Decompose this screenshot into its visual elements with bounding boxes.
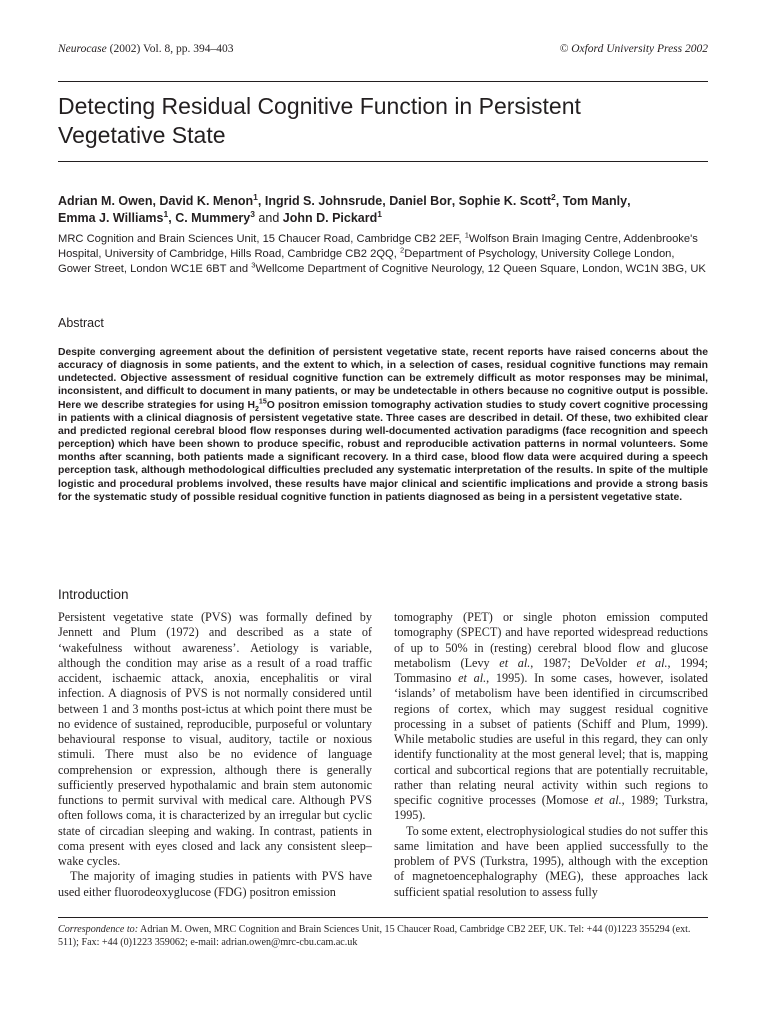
author-separator: , [627, 194, 631, 208]
title-rule [58, 161, 708, 162]
author-name: John D. Pickard [282, 211, 378, 225]
emphasis-text: et al. [499, 655, 531, 670]
journal-name: Neurocase [58, 43, 107, 55]
author-name: Sophie K. Scott [458, 194, 552, 208]
section-heading-introduction: Introduction [58, 587, 129, 602]
author-name: Emma J. Williams [58, 211, 164, 225]
author-affiliation-mark: 1 [377, 208, 382, 219]
affiliation-text: Wolfson Brain Imaging Centre, Addenbrooke's Hospital, University of Cambridge, Hills Road, Cambridge CB2 2QQ, [58, 233, 698, 260]
affiliation-text: MRC Cognition and Brain Sciences Unit, 15 Chaucer Road, Cambridge CB2 2EF, [58, 233, 465, 245]
footnote-label: Correspondence to: [58, 924, 139, 935]
paper-title [58, 92, 708, 150]
author-separator: and [254, 211, 283, 225]
abstract-text: O positron emission tomography activation studies to study covert cognitive processing in patients with a clinical diagnosis of persistent vegetative state. Three cases are described in detail. Of these, two exhibited clear and predicted regional cerebral blood flow responses during well-documented activation paradigms (face recognition and speech perception) which have been shown to produce specific, robust and reproducible activation patterns in normal volunteers. Some months after scanning, both patients made a significant recovery. In a third case, blood flow data were acquired during a speech perception task, although methodological difficulties precluded any systematic interpretation of the results. In spite of the multiple logistic and procedural problems involved, these results have major clinical and scientific implications and provide a strong basis for the systematic study of possible residual cognitive function in patients diagnosed as being in a persistent vegetative state. [58, 399, 708, 503]
author-affiliation-mark: 1 [253, 191, 258, 202]
author-name: C. Mummery [175, 211, 251, 225]
footnote-rule [58, 917, 708, 918]
author-name: Adrian M. Owen [58, 194, 153, 208]
emphasis-text: et al. [594, 793, 622, 807]
body-paragraph: To some extent, electrophysiological studies do not suffer this same limitation and have been applied successfully to the problem of PVS (Turkstra, 1995), although with the exception of magnetoencephalography (MEG), these approaches lack sufficient spatial resolution to assess fully [394, 823, 708, 899]
author-separator: , [168, 211, 176, 225]
running-head-citation [58, 43, 234, 55]
subscript: 2 [254, 405, 259, 413]
affiliation-mark: 1 [464, 230, 469, 240]
paper-title-line-2: Vegetative State [58, 122, 226, 148]
emphasis-text: et al. [458, 671, 487, 685]
author-name: David K. Menon [159, 194, 254, 208]
body-column-right [394, 610, 708, 900]
author-name: Tom Manly [562, 194, 628, 208]
body-text: , 1989; Turkstra, 1995). [394, 793, 709, 823]
affiliation-text: Department of Psychology, University College London, Gower Street, London WC1E 6BT and [58, 248, 675, 275]
body-paragraph: Persistent vegetative state (PVS) was formally defined by Jennett and Plum (1972) and described as a state of ‘wakefulness without awareness’. Aetiology is variable, although the condition may arise as a result of a road traffic accident, ischaemic attack, anoxia, encephalitis or viral infection. A diagnosis of PVS is not normally considered until between 1 and 3 months post-ictus at which point there must be no evidence of sustained, reproducible, purposeful or voluntary behavioural response to visual, auditory, tactile or noxious stimuli. There must also be no evidence of language comprehension or expression, although there is generally sufficiently preserved hypothalamic and brain stem autonomic functions to permit survival with medical care. Although PVS often follows coma, it is characterized by an irregular but cyclic state of circadian sleeping and waking. In contrast, patients in coma present with eyes closed and lack any consistent sleep–wake cycles. [58, 610, 372, 868]
body-column-left [58, 610, 372, 900]
author-name: Daniel Bor [389, 194, 452, 208]
paper-title-line-1: Detecting Residual Cognitive Function in Persistent [58, 93, 581, 119]
abstract-heading: Abstract [58, 316, 104, 330]
author-name: Ingrid S. Johnsrude [264, 194, 383, 208]
affiliation-text: Wellcome Department of Cognitive Neurology, 12 Queen Square, London, WC1N 3BG, UK [255, 263, 706, 275]
author-separator: , [152, 194, 160, 208]
header-rule [58, 81, 708, 82]
body-text: , 1987; DeVolder [530, 655, 637, 670]
correspondence-footnote [58, 923, 708, 949]
emphasis-text: et al. [636, 655, 668, 670]
author-separator: , [257, 194, 265, 208]
body-paragraph [394, 610, 708, 824]
author-affiliation-mark: 2 [551, 191, 556, 202]
footnote-text: Adrian M. Owen, MRC Cognition and Brain Sciences Unit, 15 Chaucer Road, Cambridge CB2 2EF, UK. Tel: +44 (0)1223 355294 (ext. 511); Fax: +44 (0)1223 359062; e-mail: adrian.owen@mrc-cbu.cam.ac.uk [58, 924, 691, 948]
citation-details: (2002) Vol. 8, pp. 394–403 [106, 43, 234, 55]
affiliation-mark: 3 [251, 260, 256, 270]
author-affiliation-mark: 3 [250, 208, 255, 219]
author-separator: , [555, 194, 563, 208]
author-separator: , [382, 194, 390, 208]
body-paragraph: The majority of imaging studies in patients with PVS have used either fluorodeoxyglucose (FDG) positron emission [58, 869, 372, 899]
abstract-text: Despite converging agreement about the definition of persistent vegetative state, recent reports have raised concerns about the accuracy of diagnosis in some patients, and the extent to which, in a selection of cases, residual cognitive functions may remain undetected. Objective assessment of residual cognitive function can be extremely difficult as motor responses may be minimal, inconsistent, and difficult to document in many patients, or may be undetectable in others because no cognitive output is possible. Here we describe strategies for using H [58, 347, 708, 411]
abstract-body [58, 346, 708, 504]
author-affiliation-mark: 1 [163, 208, 169, 219]
author-list [58, 193, 708, 227]
body-text: , 1995). In some cases, however, isolated ‘islands’ of metabolism have been identified in circumscribed regions of cortex, which may suggest residual cognitive processing in a subset of patients (Schiff and Plum, 1999). While metabolic studies are useful in this regard, they can only identify functionality at the most general level; that is, mapping cortical and subcortical regions that are potentially recruitable, rather than relating neural activity within such regions to specific cognitive processes (Momose [394, 671, 709, 807]
body-text: tomography (PET) or single photon emission computed tomography (SPECT) and have reported widespread reductions of up to 50% in (resting) cerebral blood flow and glucose metabolism (Levy [394, 610, 708, 670]
superscript: 15 [258, 398, 267, 406]
affiliation-mark: 2 [399, 245, 405, 255]
running-head-publisher: © Oxford University Press 2002 [559, 43, 708, 55]
author-separator: , [451, 194, 459, 208]
affiliations [58, 232, 708, 277]
body-text: , 1994; Tommasino [394, 655, 708, 685]
